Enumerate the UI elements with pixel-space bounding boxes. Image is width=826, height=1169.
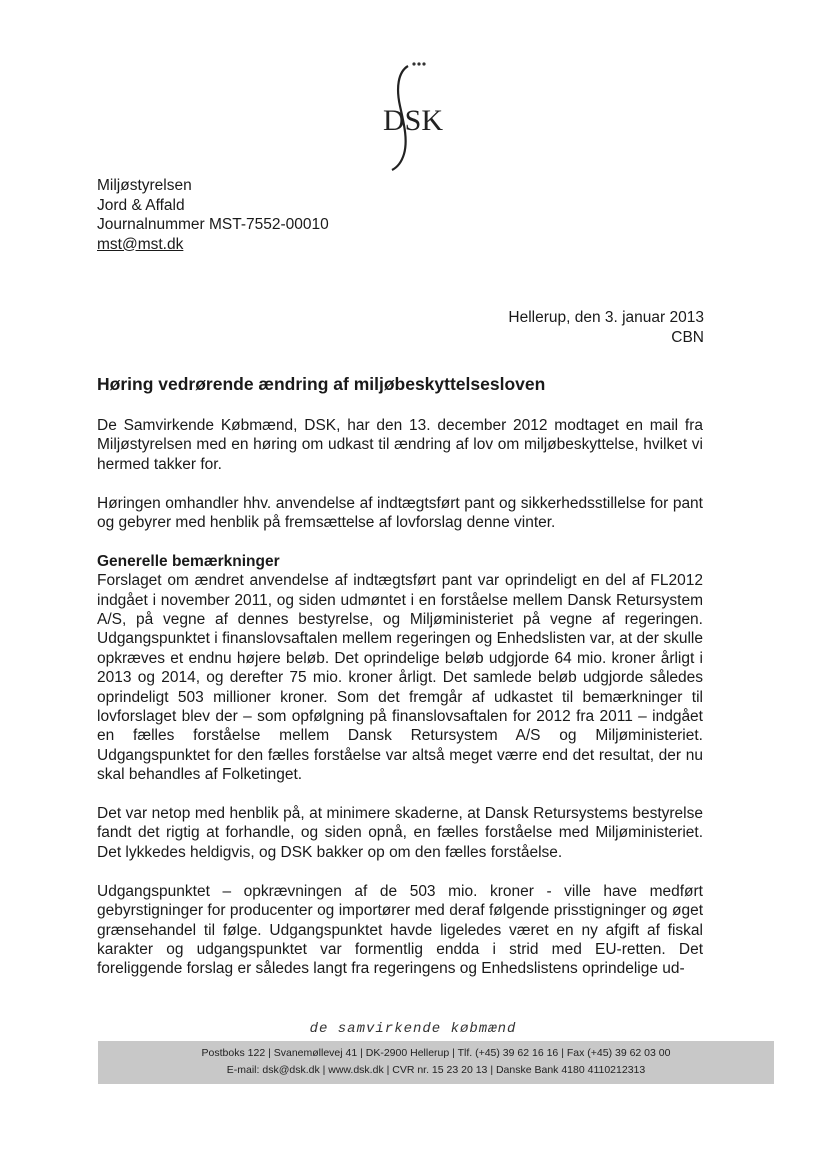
footer-tagline: de samvirkende købmænd: [309, 1021, 517, 1037]
paragraph-intro: De Samvirkende Købmænd, DSK, har den 13. december 2012 modtaget en mail fra Miljøstyrelsen med en høring om udkast til ændring af lov om miljøbeskyttelse, hvilket vi hermed takker for.: [97, 417, 703, 473]
dsk-logo-mark: [378, 58, 448, 173]
footer-contact-bar: [98, 1041, 774, 1084]
footer-address-line: Postboks 122 | Svanemøllevej 41 | DK-2900 Hellerup | Tlf. (+45) 39 62 16 16 | Fax (+45) 39 62 03 00: [201, 1047, 671, 1059]
logo-text: DSK: [382, 104, 444, 137]
section-general: [97, 552, 703, 785]
date-line: Hellerup, den 3. januar 2013: [508, 309, 704, 326]
recipient-department: Jord & Affald: [97, 196, 185, 214]
paragraph-board: Det var netop med henblik på, at minimere skaderne, at Dansk Retursystems bestyrelse fandt det rigtig at forhandle, og siden opnå, en fælles forståelse med Miljøministeriet. Det lykkedes heldigvis, og DSK bakker op om den fælles forståelse.: [97, 805, 703, 861]
paragraph-scope: Høringen omhandler hhv. anvendelse af indtægtsført pant og sikkerhedsstillelse for pant og gebyrer med henblik på fremsættelse af lovforslag denne vinter.: [97, 494, 703, 532]
section-heading: Generelle bemærkninger: [97, 552, 280, 570]
journal-number: Journalnummer MST-7552-00010: [97, 216, 329, 233]
dsk-logo: [378, 58, 448, 173]
sender-initials: CBN: [671, 329, 704, 346]
paragraph-background: Forslaget om ændret anvendelse af indtægtsført pant var oprindeligt en del af FL2012 indgået i november 2011, og siden udmøntet i en forståelse mellem Dansk Retursystem A/S, på vegne af dennes bestyrelse, og Miljøministeriet på vegne af regeringen. Udgangspunktet i finanslovsaftalen mellem regeringen og Enhedslisten var, at der skulle opkræves et endnu højere beløb. Det oprindelige beløb udgjorde 64 mio. kroner årligt i 2013 og 2014, og derefter 75 mio. kroner årligt. Det samlede beløb udgjorde således oprindeligt 503 millioner kroner. Som det fremgår af udkastet til bemærkninger til lovforslaget blev der – som opfølgning på finanslovsaftalen for 2012 fra 2011 – indgået en fælles forståelse mellem Dansk Retursystem A/S og Miljøministeriet. Udgangspunktet for den fælles forståelse var altså meget værre end det resultat, der nu skal behandles af Folketinget.: [97, 572, 703, 784]
recipient-name: Miljøstyrelsen: [97, 177, 192, 194]
paragraph-starting-point: Udgangspunktet – opkrævningen af de 503 mio. kroner - ville have medført gebyrstigninger for producenter og importører med deraf følgende prisstigninger og øget grænsehandel til følge. Udgangspunktet havde ligeledes været en ny afgift af fiskal karakter og udgangspunktet var formentlig endda i strid med EU-retten. Det foreliggende forslag er således langt fra regeringens og Enhedslistens oprindelige ud-: [97, 882, 703, 978]
recipient-email-link[interactable]: mst@mst.dk: [97, 235, 184, 253]
footer-contact-line: E-mail: dsk@dsk.dk | www.dsk.dk | CVR nr. 15 23 20 13 | Danske Bank 4180 4110212313: [226, 1064, 646, 1076]
letter-body: [97, 416, 703, 998]
date-block: [508, 308, 704, 348]
letter-title: Høring vedrørende ændring af miljøbeskyttelsesloven: [97, 374, 546, 394]
recipient-address: [97, 176, 329, 254]
